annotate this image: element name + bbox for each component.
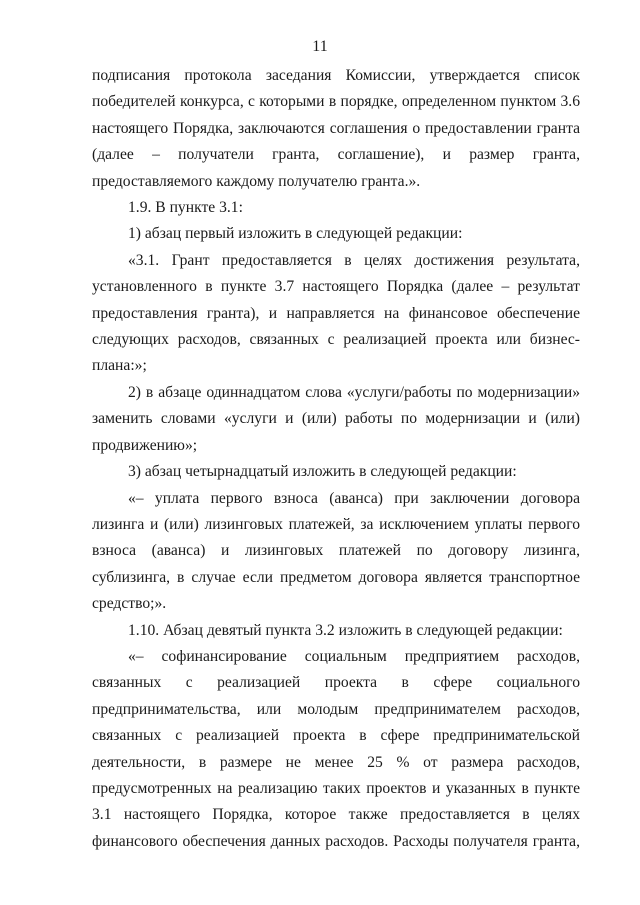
paragraph-item-1-10: 1.10. Абзац девятый пункта 3.2 изложить в следующей редакции: <box>128 621 563 639</box>
paragraph-subitem-1: 1) абзац первый изложить в следующей редакции: <box>128 225 463 243</box>
paragraph-subitem-3: 3) абзац четырнадцатый изложить в следующей редакции: <box>128 463 517 481</box>
document-body <box>92 63 580 855</box>
paragraph-continuation: подписания протокола заседания Комиссии, утверждается список победителей конкурса, с которыми в порядке, определенном пунктом 3.6 настоящего Порядка, заключаются соглашения о предоставлении гранта (далее – получатели гранта, соглашение), и размер гранта, предоставляемого каждому получателю гранта.». <box>92 67 580 190</box>
paragraph-subitem-2: 2) в абзаце одиннадцатом слова «услуги/работы по модернизации» заменить словами «услуги и (или) работы по модернизации и (или) продвижению»; <box>92 383 580 454</box>
paragraph-item-1-9: 1.9. В пункте 3.1: <box>128 199 243 217</box>
paragraph-quote-cofinancing: «– софинансирование социальным предприятием расходов, связанных с реализацией проекта в сфере социального предпринимательства, или молодым предпринимателем расходов, связанных с реализацией проекта в сфере предпринимательской деятельности, в размере не менее 25 % от размера расходов, предусмотренных на реализацию таких проектов и указанных в пункте 3.1 настоящего Порядка, которое также предоставляется в целях финансового обеспечения данных расходов. Расходы получателя гранта, <box>92 647 580 850</box>
paragraph-quote-leasing: «– уплата первого взноса (аванса) при заключении договора лизинга и (или) лизинговых платежей, за исключением уплаты первого взноса (аванса) и лизинговых платежей по договору лизинга, сублизинга, в случае если предметом договора является транспортное средство;». <box>92 489 580 613</box>
page-number: 11 <box>312 38 328 55</box>
paragraph-quote-3-1: «3.1. Грант предоставляется в целях достижения результата, установленного в пункте 3.7 настоящего Порядка (далее – результат предоставления гранта), и направляется на финансовое обеспечение следующих расходов, связанных с реализацией проекта или бизнес-плана:»; <box>92 251 580 375</box>
